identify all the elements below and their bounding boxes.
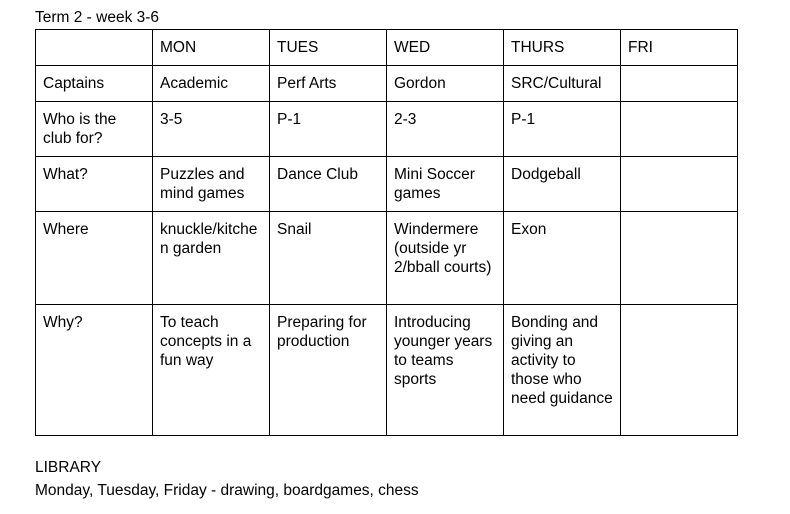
row-label: Why? xyxy=(36,305,153,436)
table-cell: Academic xyxy=(153,66,270,102)
table-cell xyxy=(621,157,738,212)
header-cell-thurs: THURS xyxy=(504,30,621,66)
table-cell: Bonding and giving an activity to those who need guidance xyxy=(504,305,621,436)
table-cell: Dodgeball xyxy=(504,157,621,212)
table-cell: 3-5 xyxy=(153,102,270,157)
table-cell: Dance Club xyxy=(270,157,387,212)
header-cell-blank xyxy=(36,30,153,66)
library-heading: LIBRARY xyxy=(35,459,102,476)
table-cell: Snail xyxy=(270,212,387,305)
table-row-captains xyxy=(36,66,738,102)
table-cell xyxy=(621,66,738,102)
header-cell-tues: TUES xyxy=(270,30,387,66)
row-label: Captains xyxy=(36,66,153,102)
club-schedule-table xyxy=(35,29,738,436)
row-label: What? xyxy=(36,157,153,212)
table-cell: Mini Soccer games xyxy=(387,157,504,212)
table-cell xyxy=(621,305,738,436)
table-cell: Introducing younger years to teams sports xyxy=(387,305,504,436)
row-label: Who is the club for? xyxy=(36,102,153,157)
table-cell: SRC/Cultural xyxy=(504,66,621,102)
table-cell: knuckle/kitchen garden xyxy=(153,212,270,305)
table-cell: Puzzles and mind games xyxy=(153,157,270,212)
table-cell: To teach concepts in a fun way xyxy=(153,305,270,436)
table-row-why xyxy=(36,305,738,436)
table-cell: Gordon xyxy=(387,66,504,102)
table-row-what xyxy=(36,157,738,212)
table-cell: P-1 xyxy=(270,102,387,157)
table-cell xyxy=(621,102,738,157)
table-cell: Exon xyxy=(504,212,621,305)
table-cell xyxy=(621,212,738,305)
table-cell: P-1 xyxy=(504,102,621,157)
library-details: Monday, Tuesday, Friday - drawing, boardgames, chess xyxy=(35,482,419,499)
header-cell-wed: WED xyxy=(387,30,504,66)
table-cell: Preparing for production xyxy=(270,305,387,436)
table-cell: Windermere (outside yr 2/bball courts) xyxy=(387,212,504,305)
table-cell: Perf Arts xyxy=(270,66,387,102)
table-row-where xyxy=(36,212,738,305)
table-cell: 2-3 xyxy=(387,102,504,157)
page-title: Term 2 - week 3-6 xyxy=(35,9,160,26)
row-label: Where xyxy=(36,212,153,305)
header-cell-mon: MON xyxy=(153,30,270,66)
table-row-who xyxy=(36,102,738,157)
header-cell-fri: FRI xyxy=(621,30,738,66)
table-header-row xyxy=(36,30,738,66)
